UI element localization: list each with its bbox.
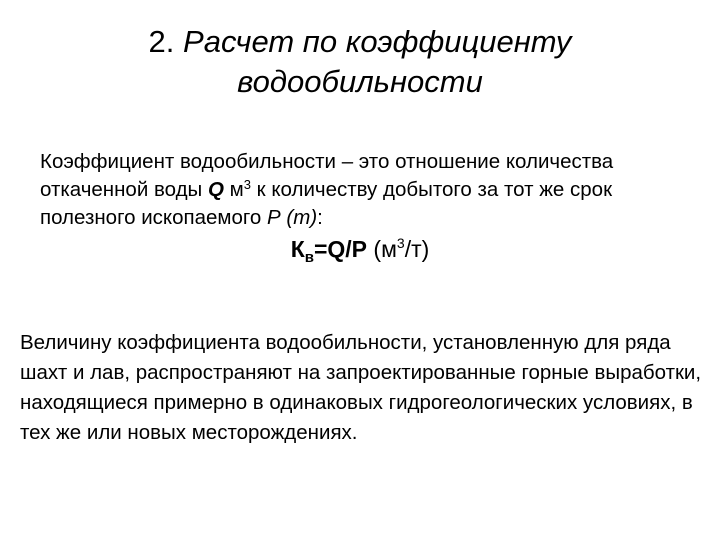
formula-ratio: =Q/P (313, 236, 368, 262)
p-symbol: Р (т) (267, 206, 318, 229)
title-number: 2. (148, 24, 175, 59)
slide-title (0, 22, 720, 102)
formula-k: К (290, 236, 305, 262)
formula-unit-close: /т) (404, 236, 430, 262)
q-symbol: Q (207, 178, 224, 201)
title-line-2: водообильности (237, 64, 483, 99)
formula-unit-exponent: 3 (396, 235, 405, 251)
title-line-1 (0, 22, 720, 62)
formula-unit-open: (м (367, 236, 397, 262)
formula (0, 234, 720, 264)
definition-text-1: Коэффициент водообильности – это отношение количества откаченной воды (40, 150, 614, 201)
body-paragraph: Величину коэффициента водообильности, установленную для ряда шахт и лав, распространяют на запроектированные горные выработки, находящиеся примерно в одинаковых гидрогеологических условиях, в тех же или новых месторождениях. (20, 331, 702, 444)
title-line-1-text: Расчет по коэффициенту (183, 24, 572, 59)
definition-text-2: к количеству добытого за тот же срок полезного ископаемого (40, 178, 613, 229)
definition-text-3: : (317, 206, 323, 229)
q-unit-exponent: 3 (243, 177, 251, 192)
definition-paragraph (40, 148, 710, 232)
formula-k-subscript: в (304, 249, 314, 266)
q-unit: м (223, 178, 244, 201)
